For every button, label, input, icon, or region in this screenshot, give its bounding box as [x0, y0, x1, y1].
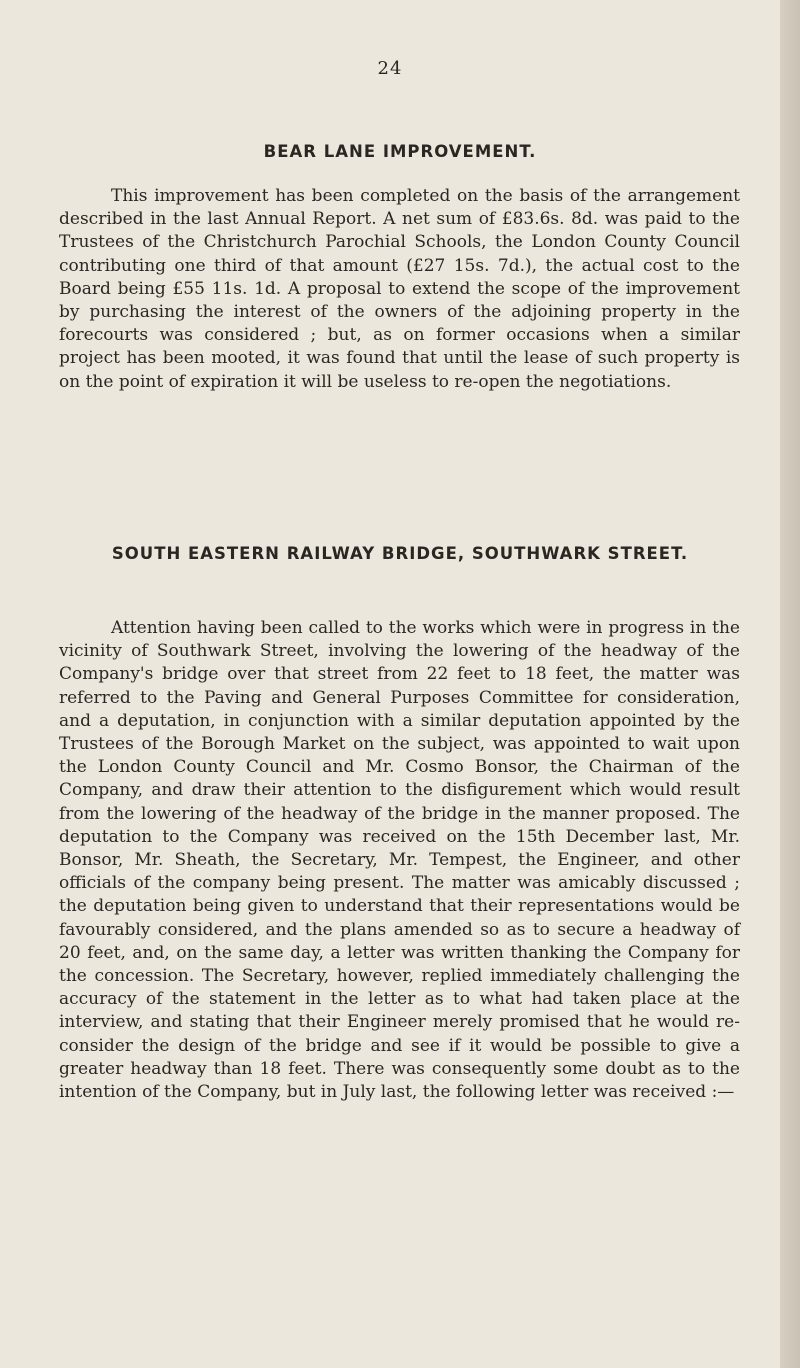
page-number: 24 — [377, 58, 403, 79]
page-edge — [780, 0, 800, 1368]
section-heading-bear-lane: BEAR LANE IMPROVEMENT. — [263, 142, 537, 161]
section-heading-railway-bridge: SOUTH EASTERN RAILWAY BRIDGE, SOUTHWARK STREET. — [111, 544, 689, 563]
section-paragraph-railway-bridge: Attention having been called to the works which were in progress in the vicinity of Southwark Street, involving the lowering of the headway of the Company's bridge over that street from 22 feet to 18 feet, the matter was referred to the Paving and General Purposes Committee for consideration, and a deputation, in conjunction with a similar deputation appointed by the Trustees of the Borough Market on the subject, was appointed to wait upon the London County Council and Mr. Cosmo Bonsor, the Chairman of the Company, and draw their attention to the disfigurement which would result from the lowering of the headway of the bridge in the manner proposed. The deputation to the Company was received on the 15th December last, Mr. Bonsor, Mr. Sheath, the Secretary, Mr. Tempest, the Engineer, and other officials of the company being present. The matter was amicably discussed ; the deputation being given to understand that their representations would be favourably considered, and the plans amended so as to secure a headway of 20 feet, and, on the same day, a letter was written thanking the Company for the concession. The Secretary, however, replied immediately challenging the accuracy of the statement in the letter as to what had taken place at the interview, and stating that their Engineer merely promised that he would re-consider the design of the bridge and see if it would be possible to give a greater headway than 18 feet. There was consequently some doubt as to the intention of the Company, but in July last, the following letter was received :— — [59, 618, 740, 1103]
section-paragraph-bear-lane: This improvement has been completed on the basis of the arrangement described in the last Annual Report. A net sum of £83.6s. 8d. was paid to the Trustees of the Christchurch Parochial Schools, the London County Council contributing one third of that amount (£27 15s. 7d.), the actual cost to the Board being £55 11s. 1d. A proposal to extend the scope of the improvement by purchasing the interest of the owners of the adjoining property in the forecourts was considered ; but, as on former occasions when a similar project has been mooted, it was found that until the lease of such property is on the point of expiration it will be useless to re-open the negotiations. — [59, 186, 740, 392]
